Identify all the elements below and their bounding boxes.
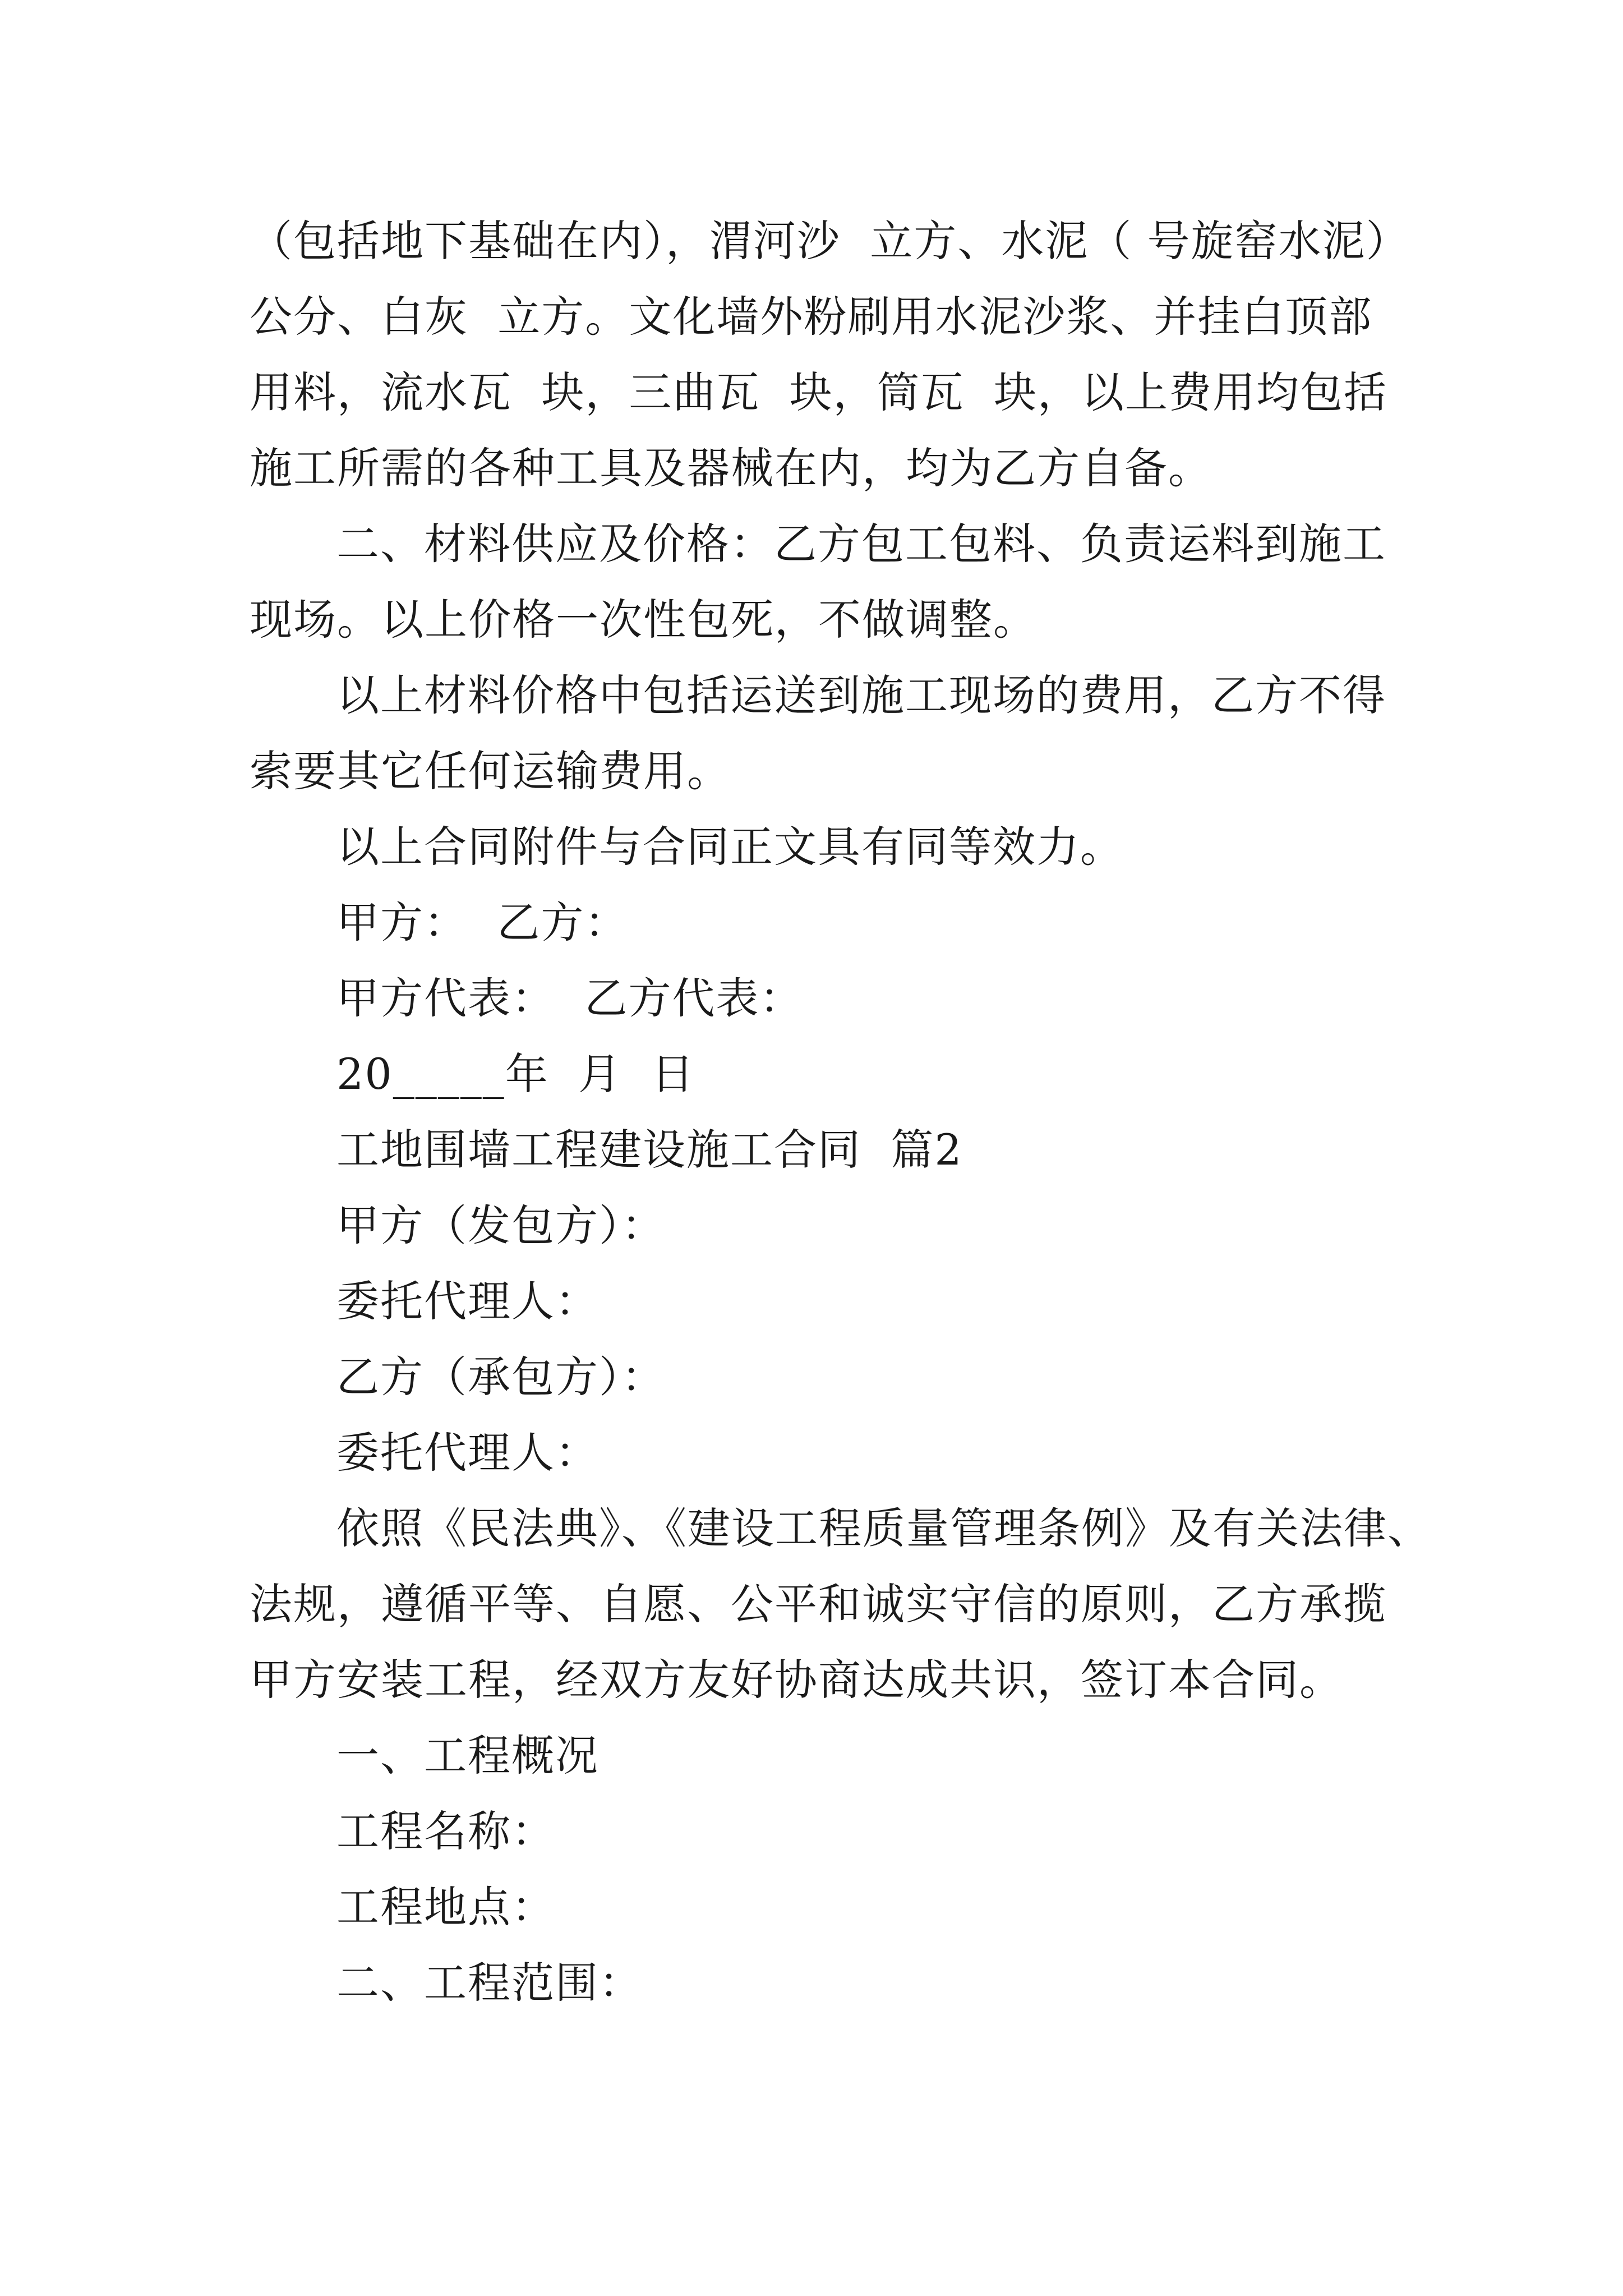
paragraph-line: 法规，遵循平等、自愿、公平和诚实守信的原则，乙方承揽 [250,1579,1387,1629]
paragraph-line: 以上材料价格中包括运送到施工现场的费用，乙方不得 [336,670,1386,720]
section-heading-scope: 二、工程范围： [336,1958,643,2008]
paragraph-line: 施工所需的各种工具及器械在内，均为乙方自备。 [250,443,1212,493]
paragraph-line: 公分、白灰 立方。文化墙外粉刷用水泥沙浆、并挂白顶部 [250,292,1373,342]
project-location-field: 工程地点： [336,1882,555,1932]
section-heading-overview: 一、工程概况 [336,1731,599,1780]
agent-field: 委托代理人： [336,1428,599,1478]
project-name-field: 工程名称： [336,1806,555,1856]
signature-date: 20_____年 月 日 [336,1049,695,1099]
signature-parties: 甲方： 乙方： [336,898,629,947]
paragraph-line: 用料，流水瓦 块，三曲瓦 块，筒瓦 块，以上费用均包括 [250,367,1387,417]
paragraph-line: （包括地下基础在内），渭河沙 立方、水泥（ 号旋窑水泥） [250,216,1410,266]
party-a-field: 甲方（发包方）： [336,1200,665,1250]
contract-title: 工地围墙工程建设施工合同 篇2 [336,1125,963,1175]
paragraph-line: 甲方安装工程，经双方友好协商达成共识，签订本合同。 [250,1655,1343,1705]
section-heading-materials: 二、材料供应及价格：乙方包工包料、负责运料到施工 [336,519,1386,569]
signature-representatives: 甲方代表： 乙方代表： [336,973,804,1023]
party-b-field: 乙方（承包方）： [336,1352,665,1402]
agent-field: 委托代理人： [336,1276,599,1326]
paragraph-line: 依照《民法典》、《建设工程质量管理条例》及有关法律、 [336,1503,1431,1553]
paragraph-line: 现场。以上价格一次性包死，不做调整。 [250,595,1037,645]
paragraph-line: 以上合同附件与合同正文具有同等效力。 [336,822,1124,872]
paragraph-line: 索要其它任何运输费用。 [250,746,731,796]
